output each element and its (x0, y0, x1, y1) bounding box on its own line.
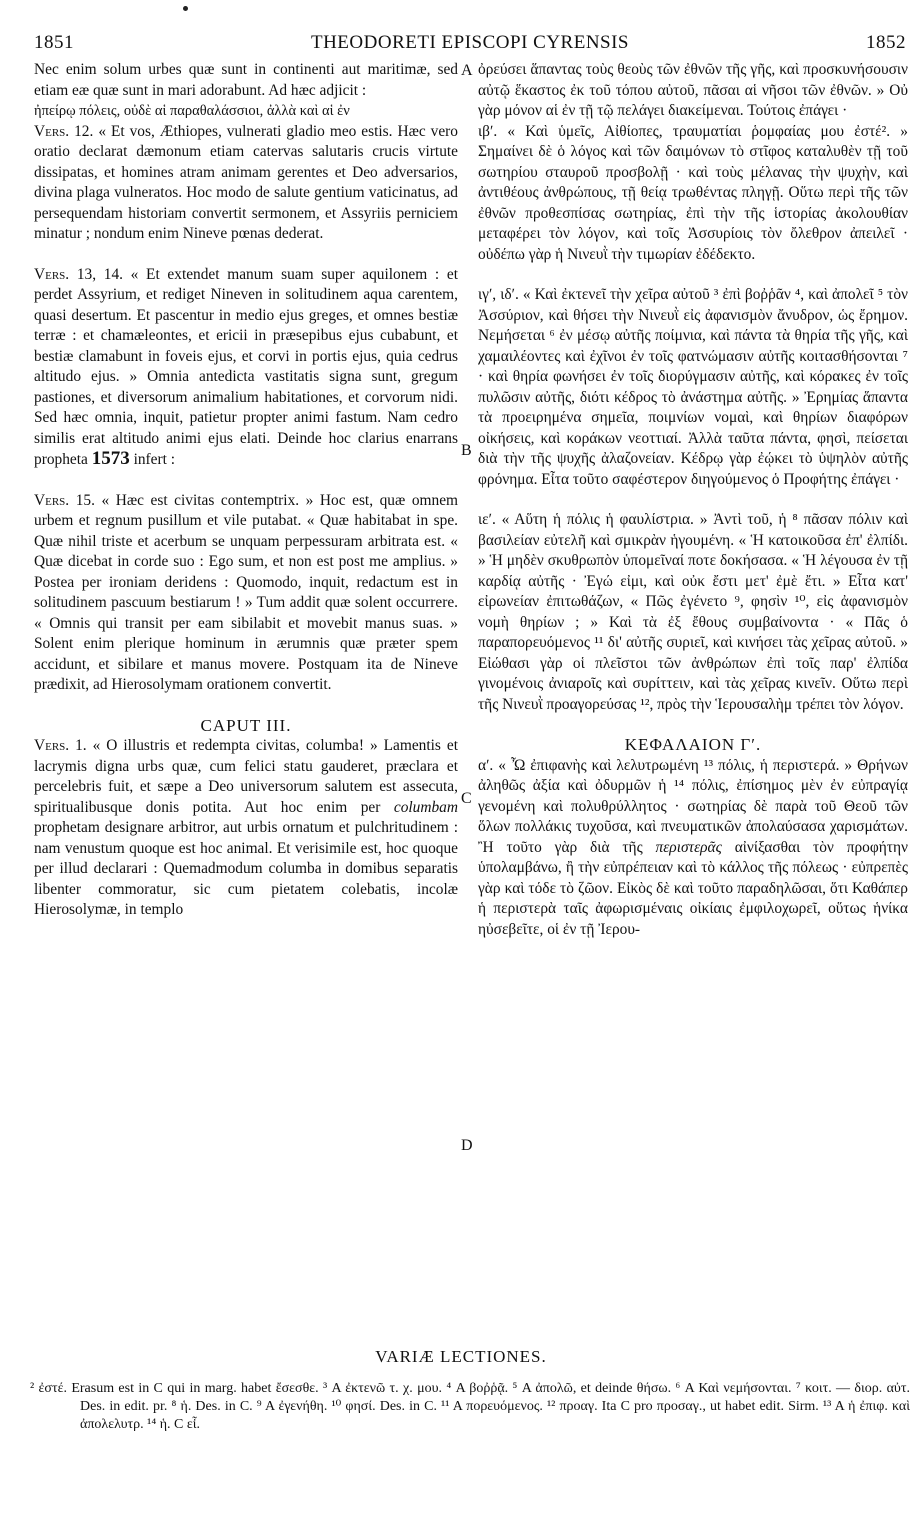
chapter-heading-greek: ΚΕΦΑΛΑΙΟΝ Γʹ. (624, 735, 762, 754)
latin-column (34, 60, 458, 921)
verse-label: Vers. 12. (34, 122, 94, 140)
margin-marker-d: D (461, 1137, 473, 1154)
running-title: THEODORETI EPISCOPI CYRENSIS (310, 32, 630, 53)
greek-column (478, 60, 908, 940)
greek-verse-13-14: ιγʹ, ιδʹ. « Καὶ ἐκτενεῖ τὴν χεῖρα αὐτοῦ ³ ἐπὶ βοῤῥᾶν ⁴, καὶ ἀπολεῖ ⁵ τὸν Ἀσσύριον, καὶ θήσει τὴν Νινευῒ εἰς ἀφανισμὸν ἄνυδρον, ὡς ἔρημον. Νεμήσεται ⁶ ἐν μέσῳ αὐτῆς ποίμνια, καὶ πάντα τὰ θηρία τῆς γῆς, καὶ χαμαιλέοντες καὶ ἐχῖνοι ἐν τοῖς φατνώμασιν αὐτῆς κοιτασθήσονται ⁷ · καὶ θηρία φωνήσει ἐν τοῖς διορύγμασιν αὐτῆς, καὶ κόρακες ἐν τοῖς πυλῶσιν αὐτῆς, διότι κέδρος τὸ ἀνάστημα αὐτῆς. » Ἐρημίας ἅπαντα τὰ προειρημένα σημεῖα, ποιμνίων νομαὶ, καὶ θηρίων διαφόρων οἰκήσεις, καὶ κοράκων νεοττιαί. Ἀλλὰ ταῦτα πάντα, φησὶ, πείσεται διὰ τὴν τῆς ψυχῆς ἀλαζονείαν. Κέδρῳ γὰρ ἐῴκει τὸ ὑψηλὸν αὐτῆς φρόνημα. Εἶτα τοῦτο σαφέστερον διηγούμενος ὁ Προφήτης ἐπάγει · (478, 286, 908, 488)
variant-readings-notes (30, 1380, 910, 1434)
margin-marker-a: A (461, 62, 473, 79)
variae-lectiones-heading: VARIÆ LECTIONES. (375, 1347, 547, 1366)
greek-verse-15: ιεʹ. « Αὕτη ἡ πόλις ἡ φαυλίστρια. » Ἀντὶ τοῦ, ἡ ⁸ πᾶσαν πόλιν καὶ βασιλείαν εὐτελῆ καὶ σμικρὰν ἡγουμένη. « Ἡ κατοικοῦσα ἐπ' ἐλπίδι. » Ἡ μηδὲν σκυθρωπὸν ὑπομεῖναί ποτε δοκήσασα. « Ἡ λέγουσα ἐν τῇ καρδίᾳ αὐτῆς · Ἐγώ εἰμι, καὶ οὐκ ἔστι μετ' ἐμὲ ἔτι. » Εἶτα κατ' εἰρωνείαν ἐπιτωθάζων, « Πῶς ἐγένετο ⁹, φησὶν ¹⁰, εἰς ἀφανισμὸν νομὴ θηρίων ; » Καὶ τὰ ἐξ ἔθους συμβαίνοντα · « Πᾶς ὁ παραπορευόμενος ¹¹ δι' αὐτῆς συριεῖ, καὶ κινήσει τὰς χεῖρας αὐτοῦ. » Εἰώθασι γὰρ οἱ πλεῖστοι τῶν ἀνθρώπων ἐπὶ τοῖς παρ' ἐλπίδα γινομένοις ἀνιαροῖς καὶ συρίττειν, καὶ τὰς χεῖρας κινεῖν. Οὕτω περὶ τῆς Νινευῒ προαγορεύσας ¹², πρὸς τὴν Ἱερουσαλὴμ τρέπει τὸν λόγον. (478, 511, 908, 713)
verse-tail: αἰνίξασθαι τὸν προφήτην ὑπολαμβάνω, ἢ τὴν εὐπρέπειαν καὶ τὸ κάλλος τῆς πόλεως · εὐπρεπὲς γὰρ καὶ τόδε τὸ ζῶον. Εἰκὸς δὲ καὶ τοῦτο παραδηλῶσαι, ὅτι Καθάπερ ἡ περιστερὰ ταῖς ἀφωρισμέναις οἰκίαις ἐμφιλοχωρεῖ, οὕτως ἡνίκα ηὐσεβεῖτε, οἱ ἐν τῇ Ἰερου- (478, 838, 908, 938)
greek-verse-12: ιβʹ. « Καὶ ὑμεῖς, Αἰθίοπες, τραυματίαι ῥομφαίας μου ἐστέ². » Σημαίνει δὲ ὁ λόγος καὶ τῶν δαιμόνων τὸ στῖφος καταλυθὲν τῇ τοῦ σωτηρίου σταυροῦ προσβολῇ · καὶ τοὺς μέλανας τὴν ψυχὴν, καὶ ἀντιθέους ἀνθρώπους, τῇ θείᾳ τρωθέντας πληγῇ. Οὕτω περὶ τῆς τῶν ἐθνῶν προθεσπίσας σωτηρίας, ἐπὶ τὴν τῆς ἱστορίας ἀκολουθίαν μεταφέρει τὸν λόγον, καὶ τοῖς Ἀσσυρίοις τὸν ὄλεθρον ἀπειλεῖ · οὐδέπω γὰρ ἡ Νινευῒ τὴν τιμωρίαν ἐδέδεκτο. (478, 122, 908, 263)
verse-label: Vers. 15. (34, 491, 95, 509)
italic-term: περιστερᾶς (655, 838, 722, 856)
page-number-left: 1851 (34, 32, 74, 53)
verse-tail: infert : (133, 451, 176, 468)
verse-tail: prophetam designare arbitror, aut urbis ornatum et pulchritudinem : nam venustum quoque est hoc animal. Et verisimile est, hoc quoque per illud declarari : Quemadmodum columba in domibus separatis libenter commoratur, sic cum pietatem colebatis, incolæ Hierosolymæ, in templo (34, 819, 458, 918)
notes-text: ² ἐστέ. Erasum est in C qui in marg. habet ἔσεσθε. ³ A ἐκτενῶ τ. χ. μου. ⁴ A βοῤῥᾷ. ⁵ A ἀπολῶ, et deinde θήσω. ⁶ A Καὶ νεμήσονται. ⁷ κοιτ. — διορ. αὐτ. Des. in edit. pr. ⁸ ἡ. Des. in C. ⁹ A ἐγενήθη. ¹⁰ φησί. Des. in C. ¹¹ A πορευόμενος. ¹² προαγ. Ita C pro προσαγ., ut habet edit. Sirm. ¹³ A ἡ ἐπιφ. καὶ ἀπολελυτρ. ¹⁴ ἡ. C εἶ. (30, 1381, 910, 1432)
chapter-heading-latin: CAPUT III. (200, 715, 292, 735)
page-number-right: 1852 (866, 32, 906, 53)
latin-chapter3-verse1 (34, 736, 458, 921)
verse-text: « O illustris et redempta civitas, columba! » Lamentis et lacrymis digna urbs quæ, cum felici statu gauderet, præclara et percelebris fuit, et sæpe a Deo universorum salutem est assecuta, spiritualibusque donis potita. Aut hoc enim per (34, 737, 458, 816)
latin-verse-13-14 (34, 265, 458, 471)
latin-verse-15 (34, 491, 458, 696)
italic-term: columbam (393, 798, 458, 816)
page-header (34, 32, 906, 56)
greek-chapter3-verse1 (478, 756, 908, 941)
latin-paragraph-intro: Nec enim solum urbes quæ sunt in continenti aut maritimæ, sed etiam eæ quæ sunt in mari adorabunt. Ad hæc adjicit : (34, 61, 458, 99)
verse-text: « Hæc est civitas contemptrix. » Hoc est, quæ omnem urbem et regnum pusillum et vile putabat. « Quæ habitabat in spe. Quæ nihil triste et acerbum se unquam perpessuram arbitrata est. « Quæ dicebat in corde suo : Ego sum, et non est post me amplius. » Postea per ironiam deridens : Quomodo, inquit, redactum est in solitudinem pascuum bestiarum ! » Tum addit quæ solent occurrere. « Omnis qui transit per eam sibilabit et movebit manus suas. » Solent enim plerique hominum in ærumnis quæ præter spem accidunt, et sibilare et manus movere. Postquam ita de Nineve prædixit, ad Hierosolymam orationem convertit. (34, 491, 458, 693)
verse-label: Vers. 1. (34, 737, 87, 754)
margin-marker-c: C (461, 790, 472, 807)
verse-text: « Et vos, Æthiopes, vulnerati gladio meo estis. Hæc vero oratio declarat dæmonum etiam catervas salutaris crucis virtute dissipatas, et homines atram animam gerentes et Deo adversarios, divina plaga vulneratos. Hoc modo de salute gentium vaticinatus, ad persequendam historiam convertit sermonem, et Assyriis perniciem minatur ; nondum enim Nineve pœnas dederat. (34, 122, 458, 242)
column-number: 1573 (91, 448, 130, 469)
greek-spill-line: ἠπείρῳ πόλεις, οὐδὲ αἱ παραθαλάσσιοι, ἀλλὰ καὶ αἱ ἐν (34, 103, 350, 119)
verse-text: « Et extendet manum suam super aquilonem : et perdet Assyrium, et rediget Nineven in solitudinem aqua carentem, quasi desertum. Et pascentur in medio ejus greges, et omnes bestiæ terræ : et chamæleontes, et ericii in præsepibus ejus cubabunt, et bestiæ clamabunt in foveis ejus, et corvi in portis ejus, quia cedrus altitudo ejus. » Omnia antedicta vastitatis signa sunt, gregum pastiones, et diversorum animalium habitationes, et corvorum nidi. Sed hæc omnia, inquit, patietur propter animi fastum. Nam cedro similis erat altitudo animi ejus elati. Deinde hoc clarius enarrans propheta (34, 265, 458, 468)
greek-paragraph-intro: ὀρεύσει ἅπαντας τοὺς θεοὺς τῶν ἐθνῶν τῆς γῆς, καὶ προσκυνήσουσιν αὐτῷ ἕκαστος ἐκ τοῦ τόπου αὐτοῦ, πᾶσαι αἱ νῆσοι τῶν ἐθνῶν. » Οὐ γὰρ μόνον αἱ ἐν τῇ τῷ πελάγει διακείμεναι. Τούτοις ἐπάγει · (478, 61, 908, 119)
latin-verse-12 (34, 122, 458, 245)
verse-text: αʹ. « Ὦ ἐπιφανὴς καὶ λελυτρωμένη ¹³ πόλις, ἡ περιστερά. » Θρήνων ἀληθῶς ἀξία καὶ ὀδυρμῶν ἡ ¹⁴ πόλις, ἐπίσημος μὲν ἐν εὐπραγίᾳ γενομένη καὶ πολυθρύλλητος · σωτηρίας δὲ παρὰ τοῦ Θεοῦ τῶν ὅλων πολλάκις τυχοῦσα, καὶ πνευματικῶν ἀπολαύσασα χαρισμάτων. Ἢ τοῦτο γὰρ διὰ τῆς (478, 756, 908, 856)
margin-marker-b: B (461, 442, 472, 459)
verse-label: Vers. 13, 14. (34, 265, 123, 283)
ink-speck (183, 6, 188, 11)
